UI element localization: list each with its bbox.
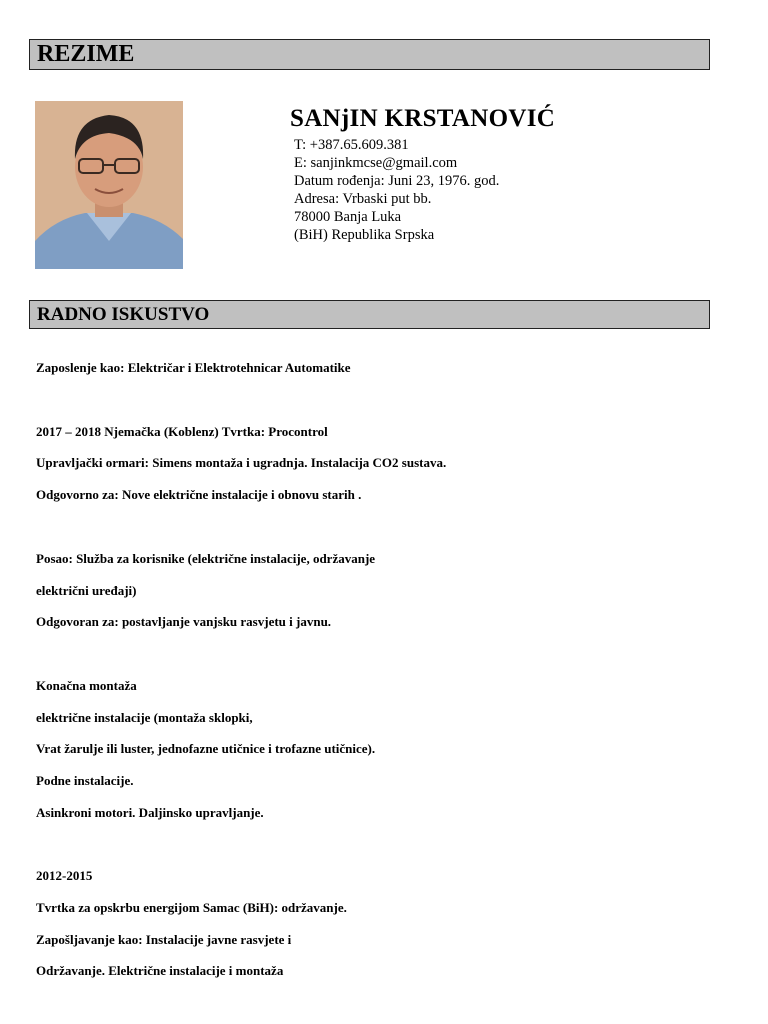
experience-line: Asinkroni motori. Daljinsko upravljanje. bbox=[36, 805, 264, 820]
experience-line: električne instalacije (montaža sklopki, bbox=[36, 710, 253, 725]
phone-text: T: +387.65.609.381 bbox=[294, 137, 409, 153]
experience-line: Upravljački ormari: Simens montaža i ugradnja. Instalacija CO2 sustava. bbox=[36, 455, 447, 470]
profile-photo bbox=[35, 101, 183, 269]
address-line-3: (BiH) Republika Srpska bbox=[294, 227, 435, 243]
experience-line: Održavanje. Električne instalacije i montaža bbox=[36, 963, 284, 978]
email-text: E: sanjinkmcse@gmail.com bbox=[294, 155, 458, 171]
experience-line: 2017 – 2018 Njemačka (Koblenz) Tvrtka: Procontrol bbox=[36, 424, 328, 439]
experience-line: Vrat žarulje ili luster, jednofazne utičnice i trofazne utičnice). bbox=[36, 741, 376, 756]
experience-line: Konačna montaža bbox=[36, 678, 137, 693]
experience-line: električni uređaji) bbox=[36, 583, 137, 598]
experience-line: Zaposlenje kao: Električar i Elektrotehnicar Automatike bbox=[36, 360, 351, 375]
address-line-1: Adresa: Vrbaski put bb. bbox=[294, 191, 432, 207]
section-header-rezime: REZIME bbox=[29, 39, 710, 70]
section-header-radno-iskustvo: RADNO ISKUSTVO bbox=[29, 300, 710, 329]
person-name: SANjIN KRSTANOVIĆ bbox=[290, 105, 556, 132]
experience-line: Odgovoran za: postavljanje vanjsku rasvjetu i javnu. bbox=[36, 614, 332, 629]
experience-line: Zapošljavanje kao: Instalacije javne rasvjete i bbox=[36, 932, 292, 947]
birth-date-text: Datum rođenja: Juni 23, 1976. god. bbox=[294, 173, 500, 189]
contact-details bbox=[294, 136, 499, 244]
experience-line: Podne instalacije. bbox=[36, 773, 134, 788]
experience-line: Tvrtka za opskrbu energijom Samac (BiH): održavanje. bbox=[36, 900, 347, 915]
experience-line: Posao: Služba za korisnike (električne instalacije, održavanje bbox=[36, 551, 376, 566]
experience-line: 2012-2015 bbox=[36, 868, 93, 883]
experience-line: Odgovorno za: Nove električne instalacije i obnovu starih . bbox=[36, 487, 362, 502]
address-line-2: 78000 Banja Luka bbox=[294, 209, 402, 225]
